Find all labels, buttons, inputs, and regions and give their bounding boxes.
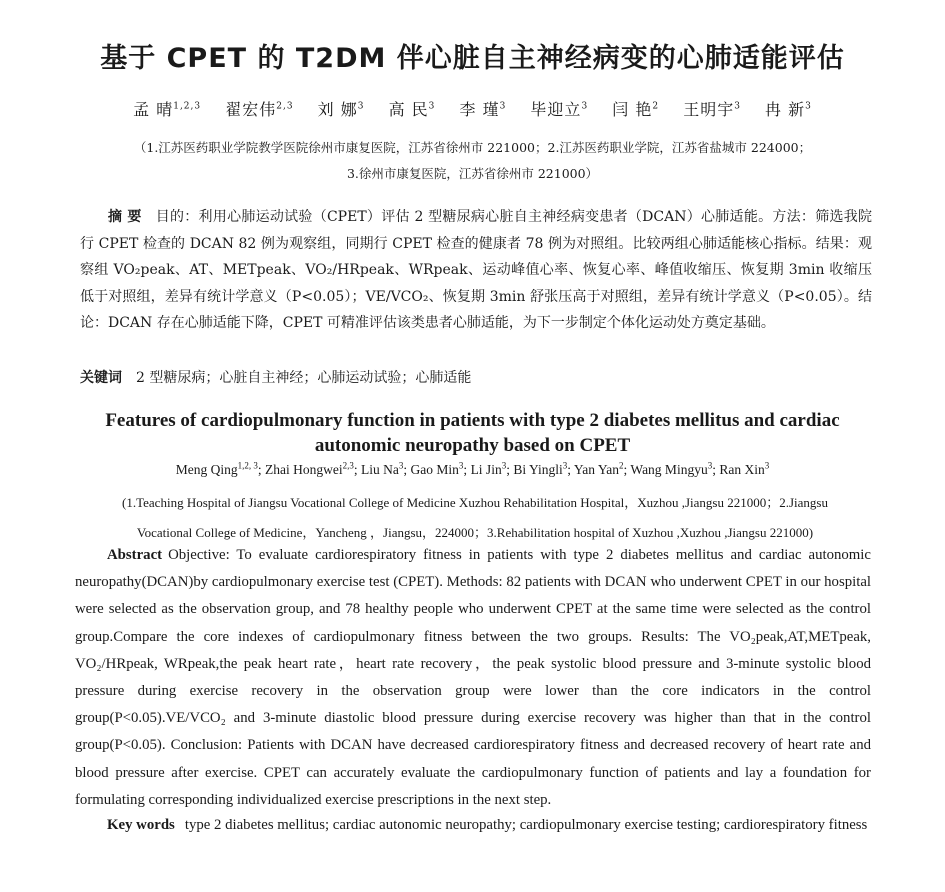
english-affiliation-line-2: Vocational College of Medicine，Yancheng ，Jiangsu，224000；3.Rehabilitation hospital of Xuzhou ,Xuzhou ,Jiangsu 221000) xyxy=(136,525,814,540)
author: Li Jin$^3$ xyxy=(470,460,507,477)
author: 王明宇$^3$ xyxy=(683,100,741,119)
english-affiliation xyxy=(75,488,875,548)
author: 孟 晴$^{1,2,3}$ xyxy=(133,100,202,119)
english-affiliation-line-1: (1.Teaching Hospital of Jiangsu Vocational College of Medicine Xuzhou Rehabilitation Hospital，Xuzhou ,Jiangsu 221000；2.Jiangsu xyxy=(122,495,828,510)
english-abstract-label: Abstract xyxy=(107,547,163,563)
chinese-keywords-text: 2 型糖尿病；心脏自主神经；心肺运动试验；心肺适能 xyxy=(136,370,472,386)
author: Wang Mingyu$^3$ xyxy=(630,460,713,477)
chinese-author-list xyxy=(0,97,945,120)
english-title xyxy=(0,408,945,458)
author: 冉 新$^3$ xyxy=(765,100,812,119)
english-title-line-1: Features of cardiopulmonary function in patients with type 2 diabetes mellitus and cardiac xyxy=(105,410,840,431)
chinese-keywords-label: 关键词 xyxy=(80,370,122,386)
author: 李 瑾$^3$ xyxy=(459,100,507,119)
author: Gao Min$^3$ xyxy=(410,460,464,477)
author: Meng Qing$^{1,2, 3}$ xyxy=(175,460,258,477)
english-title-line-2: autonomic neuropathy based on CPET xyxy=(314,435,631,456)
author: 刘 娜$^3$ xyxy=(317,100,365,119)
english-keywords xyxy=(75,812,871,839)
english-abstract-text: Objective: To evaluate cardiorespiratory fitness in patients with type 2 diabetes mellitus and cardiac autonomic neuropathy(DCAN)by cardiopulmonary exercise test (CPET). Methods: 82 patients with DCAN who underwent CPET in our hospital were selected as the observation group, and 78 healthy people who underwent CPET at the same time were selected as the control group.Compare the core indexes of cardiopulmonary fitness between the two groups. Results: The VO₂peak,AT,METpeak, VO₂/HRpeak, WRpeak,the peak heart rate，heart rate recovery，the peak systolic blood pressure and 3-minute systolic blood pressure during exercise recovery in the observation group were lower than the core indicators in the control group(P<0.05).VE/VCO₂ and 3-minute diastolic blood pressure during exercise recovery was higher than that in the control group(P<0.05). Conclusion: Patients with DCAN have decreased cardiorespiratory fitness and decreased recovery of heart rate and blood pressure after exercise. CPET can accurately evaluate the cardiopulmonary function of patients and lay a foundation for formulating corresponding individualized exercise prescriptions in the next step. xyxy=(75,547,871,808)
english-keywords-text: type 2 diabetes mellitus; cardiac autonomic neuropathy; cardiopulmonary exercise testing; cardiorespiratory fitness xyxy=(184,817,868,833)
chinese-affiliation-line-1: （1.江苏医药职业学院教学医院徐州市康复医院，江苏省徐州市 221000；2.江苏医药职业学院，江苏省盐城市 224000； xyxy=(133,140,812,155)
chinese-abstract-label: 摘 要 xyxy=(108,209,142,225)
english-keywords-label: Key words xyxy=(107,817,175,833)
english-author-list: Meng Qing$^{1,2, 3}$; Zhai Hongwei$^{2,3}$; Liu Na$^3$; Gao Min$^3$; Li Jin$^3$; Bi Yingli$^3$; Yan Yan$^2$; Wang Mingyu$^3$; Ran Xin$^3$ xyxy=(175,460,770,477)
author: 高 民$^3$ xyxy=(388,100,436,119)
chinese-keywords xyxy=(80,367,471,387)
author: Ran Xin$^3$ xyxy=(719,460,770,477)
author: Bi Yingli$^3$ xyxy=(513,460,568,477)
author: 闫 艳$^2$ xyxy=(612,100,660,119)
author: Liu Na$^3$ xyxy=(361,460,404,477)
author: Yan Yan$^2$ xyxy=(573,460,624,477)
chinese-abstract-text: 目的：利用心肺运动试验（CPET）评估 2 型糖尿病心脏自主神经病变患者（DCAN）心肺适能。方法：筛选我院行 CPET 检查的 DCAN 82 例为观察组，同期行 CPET 检查的健康者 78 例为对照组。比较两组心肺适能核心指标。结果：观察组 VO₂peak、AT、METpeak、VO₂/HRpeak、WRpeak、运动峰值心率、恢复心率、峰值收缩压、恢复期 3min 收缩压低于对照组，差异有统计学意义（P<0.05）；VE/VCO₂、恢复期 3min 舒张压高于对照组，差异有统计学意义（P<0.05）。结论：DCAN 存在心肺适能下降，CPET 可精准评估该类患者心肺适能，为下一步制定个体化运动处方奠定基础。 xyxy=(80,209,873,331)
author: Zhai Hongwei$^{2,3}$ xyxy=(265,460,354,477)
chinese-affiliation-line-2: 3.徐州市康复医院，江苏省徐州市 221000） xyxy=(346,166,599,181)
author: 翟宏伟$^{2,3}$ xyxy=(225,100,294,119)
english-abstract xyxy=(75,542,871,814)
author: 毕迎立$^3$ xyxy=(530,100,589,119)
chinese-title: 基于 CPET 的 T2DM 伴心脏自主神经病变的心肺适能评估 xyxy=(100,43,845,74)
chinese-abstract xyxy=(80,204,872,337)
